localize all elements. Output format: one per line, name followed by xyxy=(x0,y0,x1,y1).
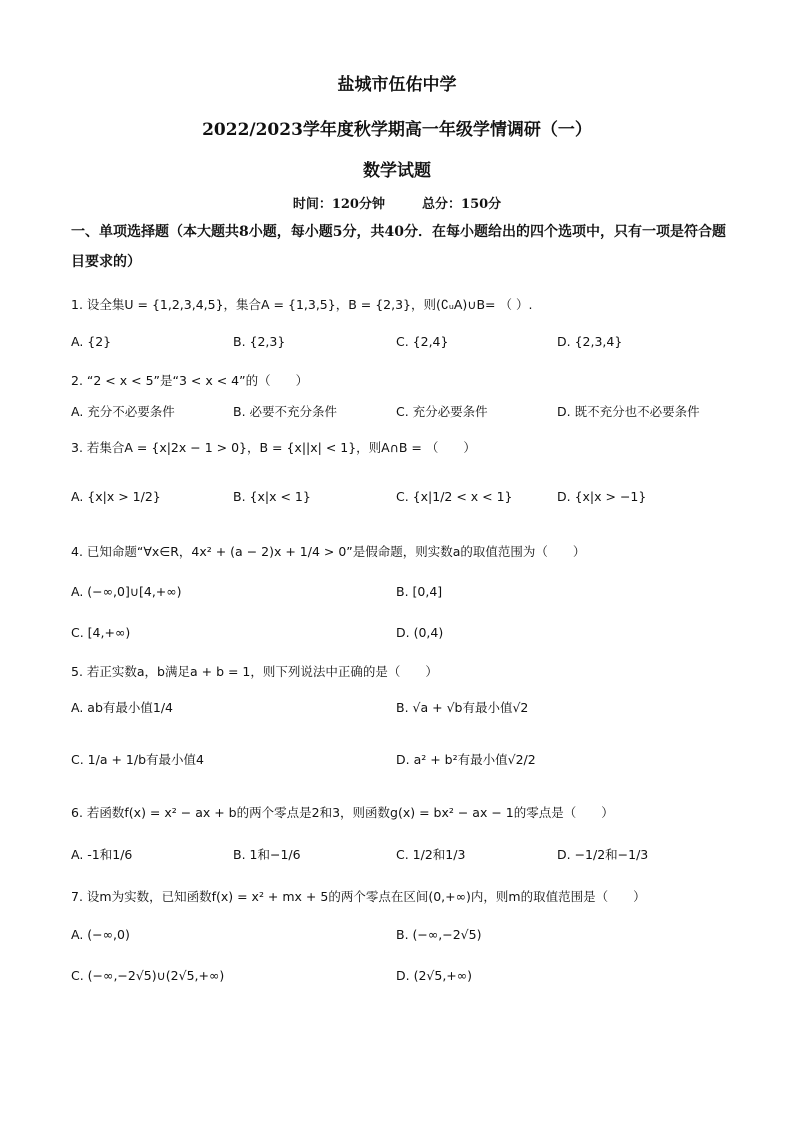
q3-option-a: A. {x|x > 1/2} xyxy=(71,489,161,504)
section-heading: 一、单项选择题（本大题共8小题，每小题5分，共40分．在每小题给出的四个选项中，只有一项是符合题目要求的） xyxy=(71,224,726,270)
question-2: 2. “2 < x < 5”是“3 < x < 4”的（ ） xyxy=(71,373,309,388)
q6-option-c: C. 1/2和1/3 xyxy=(396,847,466,862)
question-6: 6. 若函数f(x) = x² − ax + b的两个零点是2和3，则函数g(x) = bx² − ax − 1的零点是（ ） xyxy=(71,805,614,820)
q2-option-d: D. 既不充分也不必要条件 xyxy=(557,404,700,419)
question-3: 3. 若集合A = {x|2x − 1 > 0}，B = {x||x| < 1}，则A∩B = （ ） xyxy=(71,440,476,455)
q7-option-d: D. (2√5,+∞) xyxy=(396,968,473,983)
question-7: 7. 设m为实数，已知函数f(x) = x² + mx + 5的两个零点在区间(0,+∞)内，则m的取值范围是（ ） xyxy=(71,889,646,904)
q1-option-c: C. {2,4} xyxy=(396,334,449,349)
question-5: 5. 若正实数a，b满足a + b = 1，则下列说法中正确的是（ ） xyxy=(71,664,438,679)
q1-option-d: D. {2,3,4} xyxy=(557,334,623,349)
q4-option-c: C. [4,+∞) xyxy=(71,625,131,640)
q4-option-b: B. [0,4] xyxy=(396,584,443,599)
school-name: 盐城市伍佑中学 xyxy=(337,75,457,95)
q4-option-d: D. (0,4) xyxy=(396,625,444,640)
q5-option-c: C. 1/a + 1/b有最小值4 xyxy=(71,752,204,767)
exam-meta xyxy=(0,193,794,212)
q1-option-b: B. {2,3} xyxy=(233,334,286,349)
q5-option-a: A. ab有最小值1/4 xyxy=(71,700,173,715)
q7-option-c: C. (−∞,−2√5)∪(2√5,+∞) xyxy=(71,968,225,983)
q2-option-b: B. 必要不充分条件 xyxy=(233,404,338,419)
q5-option-d: D. a² + b²有最小值√2/2 xyxy=(396,752,536,767)
q4-option-a: A. (−∞,0]∪[4,+∞) xyxy=(71,584,182,599)
q2-option-a: A. 充分不必要条件 xyxy=(71,404,175,419)
q1-option-a: A. {2} xyxy=(71,334,112,349)
q3-option-b: B. {x|x < 1} xyxy=(233,489,311,504)
q3-option-c: C. {x|1/2 < x < 1} xyxy=(396,489,513,504)
question-4: 4. 已知命题“∀x∈R，4x² + (a − 2)x + 1/4 > 0”是假命题，则实数a的取值范围为（ ） xyxy=(71,544,586,559)
score-info: 总分：150分 xyxy=(422,197,502,212)
q7-option-a: A. (−∞,0) xyxy=(71,927,130,942)
question-1: 1. 设全集U = {1,2,3,4,5}，集合A = {1,3,5}，B = {2,3}，则(∁ᵤA)∪B= （ ）. xyxy=(71,297,533,312)
q2-option-c: C. 充分必要条件 xyxy=(396,404,488,419)
q7-option-b: B. (−∞,−2√5) xyxy=(396,927,482,942)
q6-option-d: D. −1/2和−1/3 xyxy=(557,847,649,862)
q5-option-b: B. √a + √b有最小值√2 xyxy=(396,700,529,715)
q6-option-a: A. -1和1/6 xyxy=(71,847,133,862)
exam-title: 2022/2023学年度秋学期高一年级学情调研（一） xyxy=(202,120,592,140)
q3-option-d: D. {x|x > −1} xyxy=(557,489,647,504)
subject-title: 数学试题 xyxy=(363,161,431,181)
time-info: 时间：120分钟 xyxy=(292,197,385,212)
q6-option-b: B. 1和−1/6 xyxy=(233,847,301,862)
